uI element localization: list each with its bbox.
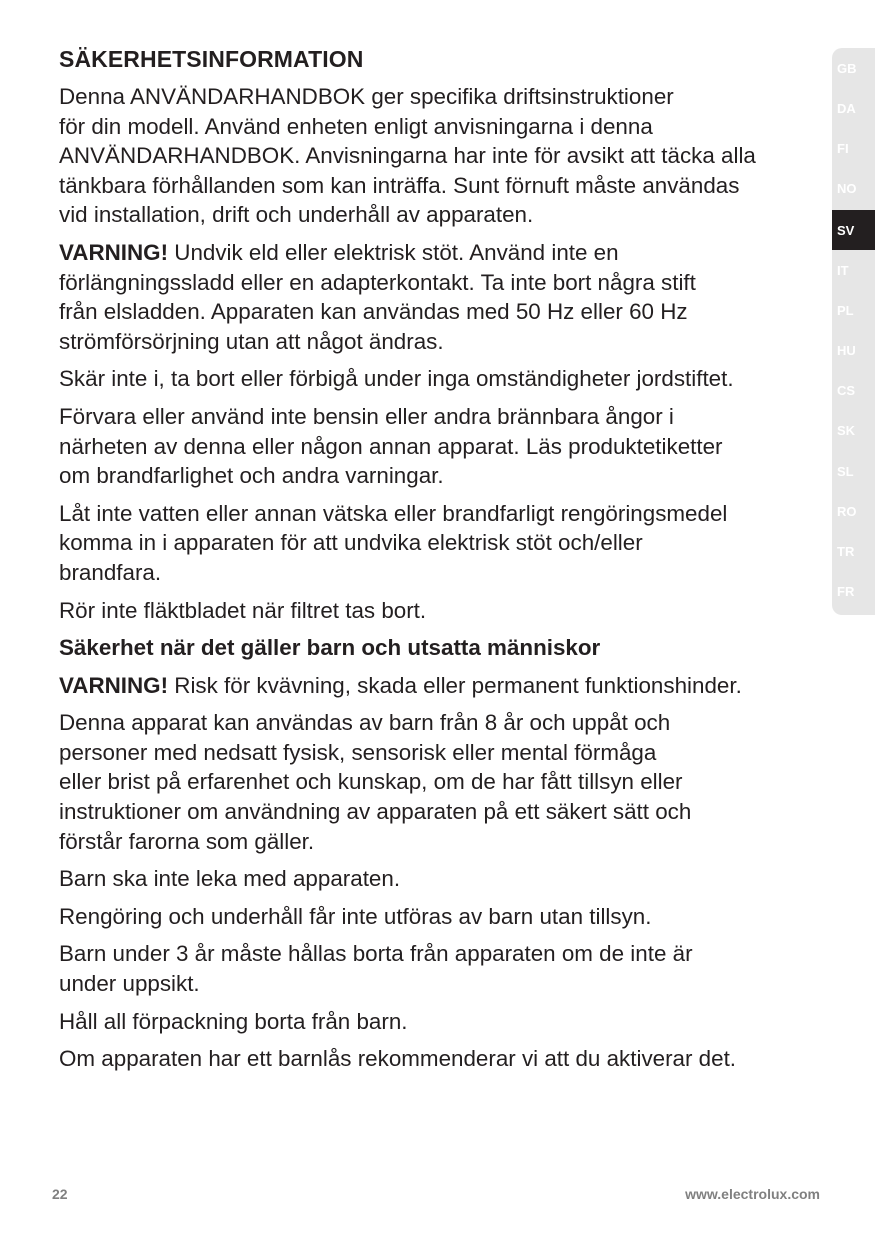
language-tab-hu[interactable]: HU: [837, 342, 856, 358]
warning-label: VARNING!: [59, 239, 169, 265]
page-number: 22: [52, 1186, 68, 1202]
language-tab-it[interactable]: IT: [837, 262, 849, 278]
language-tabs: [832, 48, 875, 615]
language-tab-pl[interactable]: PL: [837, 302, 854, 318]
footer-url[interactable]: www.electrolux.com: [685, 1186, 820, 1202]
warning-text: Undvik eld eller elektrisk stöt. Använd inte en förlängningssladd eller en adapterkontakt. Ta inte bort några stift från elsladden. Apparaten kan användas med 50 Hz eller 60 Hz strömförsörjning utan att något ändras.: [59, 239, 696, 354]
language-tab-fr[interactable]: FR: [837, 583, 855, 599]
language-tab-tr[interactable]: TR: [837, 543, 855, 559]
language-tab-da[interactable]: DA: [837, 100, 856, 116]
ground-pin-paragraph: Skär inte i, ta bort eller förbigå under inga omständigheter jordstiftet.: [59, 366, 734, 392]
language-tab-sk[interactable]: SK: [837, 422, 856, 438]
packaging-paragraph: Håll all förpackning borta från barn.: [59, 1008, 408, 1034]
warning-paragraph-suffocation: [59, 671, 811, 701]
children-section-heading: Säkerhet när det gäller barn och utsatta människor: [59, 635, 601, 661]
warning-text: Risk för kvävning, skada eller permanent funktionshinder.: [168, 672, 742, 698]
language-tab-no[interactable]: NO: [837, 180, 857, 196]
flammable-paragraph: Förvara eller använd inte bensin eller andra brännbara ångor i närheten av denna eller någon annan apparat. Läs produktetiketter om brandfarlighet och andra varningar.: [59, 403, 723, 489]
language-tab-ro[interactable]: RO: [837, 503, 857, 519]
fan-blade-paragraph: Rör inte fläktbladet när filtret tas bort.: [59, 597, 427, 623]
warning-label: VARNING!: [59, 672, 169, 698]
liquid-paragraph: Låt inte vatten eller annan vätska eller brandfarligt rengöringsmedel komma in i apparaten för att undvika elektrisk stöt och/eller brandfara.: [59, 500, 728, 585]
page-content: [59, 44, 811, 1082]
language-tab-cs[interactable]: CS: [837, 382, 856, 398]
children-usage-paragraph: Denna apparat kan användas av barn från 8 år och uppåt och personer med nedsatt fysisk, sensorisk eller mental förmåga eller brist på erfarenhet och kunskap, om de har fått tillsyn eller instruktioner om användning av apparaten på ett säkert sätt och förstår farorna som gäller.: [59, 710, 692, 854]
page-title: SÄKERHETSINFORMATION: [59, 46, 364, 72]
child-lock-paragraph: Om apparaten har ett barnlås rekommenderar vi att du aktiverar det.: [59, 1046, 737, 1072]
language-tab-gb[interactable]: GB: [837, 60, 857, 76]
language-tab-sl[interactable]: SL: [837, 463, 854, 479]
under-three-paragraph: Barn under 3 år måste hållas borta från apparaten om de inte är under uppsikt.: [59, 941, 693, 997]
language-tab-fi[interactable]: FI: [837, 140, 849, 156]
children-play-paragraph: Barn ska inte leka med apparaten.: [59, 866, 401, 892]
warning-paragraph-electric: [59, 238, 811, 356]
cleaning-paragraph: Rengöring och underhåll får inte utföras av barn utan tillsyn.: [59, 903, 652, 929]
language-tab-sv[interactable]: SV: [832, 210, 875, 250]
intro-paragraph: Denna ANVÄNDARHANDBOK ger specifika driftsinstruktioner för din modell. Använd enheten enligt anvisningarna i denna ANVÄNDARHANDBOK. Anvisningarna har inte för avsikt att täcka alla tänkbara förhållanden som kan inträffa. Sunt förnuft måste användas vid installation, drift och underhåll av apparaten.: [59, 84, 756, 228]
